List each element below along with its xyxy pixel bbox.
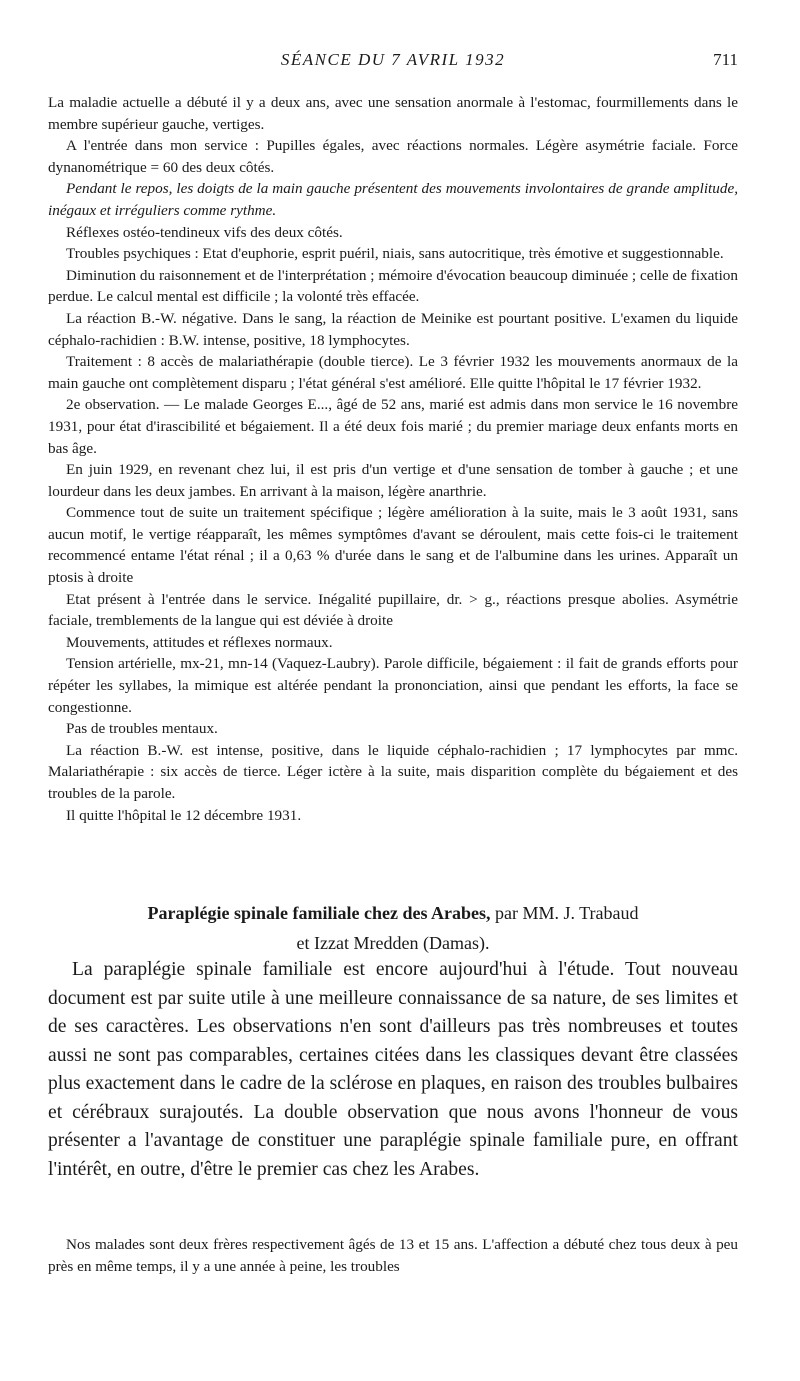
paragraph: Commence tout de suite un traitement spécifique ; légère amélioration à la suite, mais le 3 août 1931, sans aucun motif, le vertige réapparaît, les mêmes symptômes d'avant se déroulent, mais cette fois-ci le traitement recommencé entame l'état rénal ; il a 0,63 % d'urée dans le sang et de l'albumine dans les urines. Apparaît un ptosis à droite (48, 504, 738, 587)
paragraph: La paraplégie spinale familiale est encore aujourd'hui à l'étude. Tout nouveau document est par suite utile à une meilleure connaissance de sa nature, de ses limites et de ses caractères. Les observations n'en sont d'ailleurs pas très nombreuses et toutes aussi ne sont pas comparables, certaines citées dans les classiques devant être classées plus exactement dans le cadre de la sclérose en plaques, en raison des troubles bulbaires et cérébraux surajoutés. La double observation que nous avons l'honneur de vous présenter a l'avantage de constituer une paraplégie spinale familiale pure, en offrant l'intérêt, en outre, d'être le premier cas chez les Arabes. (48, 959, 738, 1180)
paragraph: A l'entrée dans mon service : Pupilles égales, avec réactions normales. Légère asymétrie faciale. Force dynanométrique = 60 des deux côtés. (48, 137, 738, 176)
paragraph: Traitement : 8 accès de malariathérapie (double tierce). Le 3 février 1932 les mouvements anormaux de la main gauche ont complètement disparu ; l'état général s'est amélioré. Elle quitte l'hôpital le 17 février 1932. (48, 353, 738, 392)
paragraph: Diminution du raisonnement et de l'interprétation ; mémoire d'évocation beaucoup diminuée ; celle de fixation perdue. Le calcul mental est difficile ; la volonté très effacée. (48, 266, 738, 306)
article-title: Paraplégie spinale familiale chez des Arabes, (147, 903, 491, 923)
article-heading (48, 898, 738, 958)
case-report-text (48, 92, 738, 826)
article-continuation (48, 1234, 738, 1277)
article-authors: par MM. J. Trabaud (494, 903, 639, 923)
paragraph: Il quitte l'hôpital le 12 décembre 1931. (66, 806, 302, 824)
paragraph: Nos malades sont deux frères respectivement âgés de 13 et 15 ans. L'affection a débuté chez tous deux à peu près en même temps, il y a une année à peine, les troubles (48, 1236, 738, 1275)
article-intro (48, 956, 738, 1184)
paragraph: Pendant le repos, les doigts de la main gauche présentent des mouvements involontaires de grande amplitude, inégaux et irréguliers comme rythme. (48, 180, 738, 219)
page-number: 711 (713, 50, 738, 69)
article-authors-line2: et Izzat Mredden (Damas). (296, 933, 490, 953)
paragraph: En juin 1929, en revenant chez lui, il est pris d'un vertige et d'une sensation de tomber à gauche ; et une lourdeur dans les deux jambes. En arrivant à la maison, légère anarthrie. (48, 461, 738, 500)
paragraph: Etat présent à l'entrée dans le service. Inégalité pupillaire, dr. > g., réactions presque abolies. Asymétrie faciale, tremblements de la langue qui est déviée à droite (48, 590, 738, 630)
paragraph: Tension artérielle, mx-21, mn-14 (Vaquez-Laubry). Parole difficile, bégaiement : il fait de grands efforts pour répéter les syllabes, la mimique est altérée pendant la prononciation, ainsi que pendant les efforts, la face se congestionne. (48, 655, 738, 716)
paragraph: 2e observation. — Le malade Georges E..., âgé de 52 ans, marié est admis dans mon service le 16 novembre 1931, pour état d'irascibilité et bégaiement. Il a été deux fois marié ; du premier mariage deux enfants morts en bas âge. (48, 396, 738, 457)
paragraph: Troubles psychiques : Etat d'euphorie, esprit puéril, niais, sans autocritique, très émotive et suggestionnable. (66, 245, 724, 263)
paragraph: La maladie actuelle a débuté il y a deux ans, avec une sensation anormale à l'estomac, fourmillements dans le membre supérieur gauche, vertiges. (48, 94, 738, 133)
paragraph: Mouvements, attitudes et réflexes normaux. (66, 633, 333, 651)
paragraph: La réaction B.-W. négative. Dans le sang, la réaction de Meinike est pourtant positive. L'examen du liquide céphalo-rachidien : B.W. intense, positive, 18 lymphocytes. (48, 309, 738, 349)
running-head (48, 50, 738, 74)
paragraph: Réflexes ostéo-tendineux vifs des deux côtés. (66, 223, 343, 241)
paragraph: Pas de troubles mentaux. (66, 720, 218, 738)
paragraph: La réaction B.-W. est intense, positive, dans le liquide céphalo-rachidien ; 17 lymphocytes par mmc. Malariathérapie : six accès de tierce. Léger ictère à la suite, mais disparition complète du bégaiement et des troubles de la parole. (48, 741, 738, 802)
running-title: SÉANCE DU 7 AVRIL 1932 (280, 50, 506, 69)
